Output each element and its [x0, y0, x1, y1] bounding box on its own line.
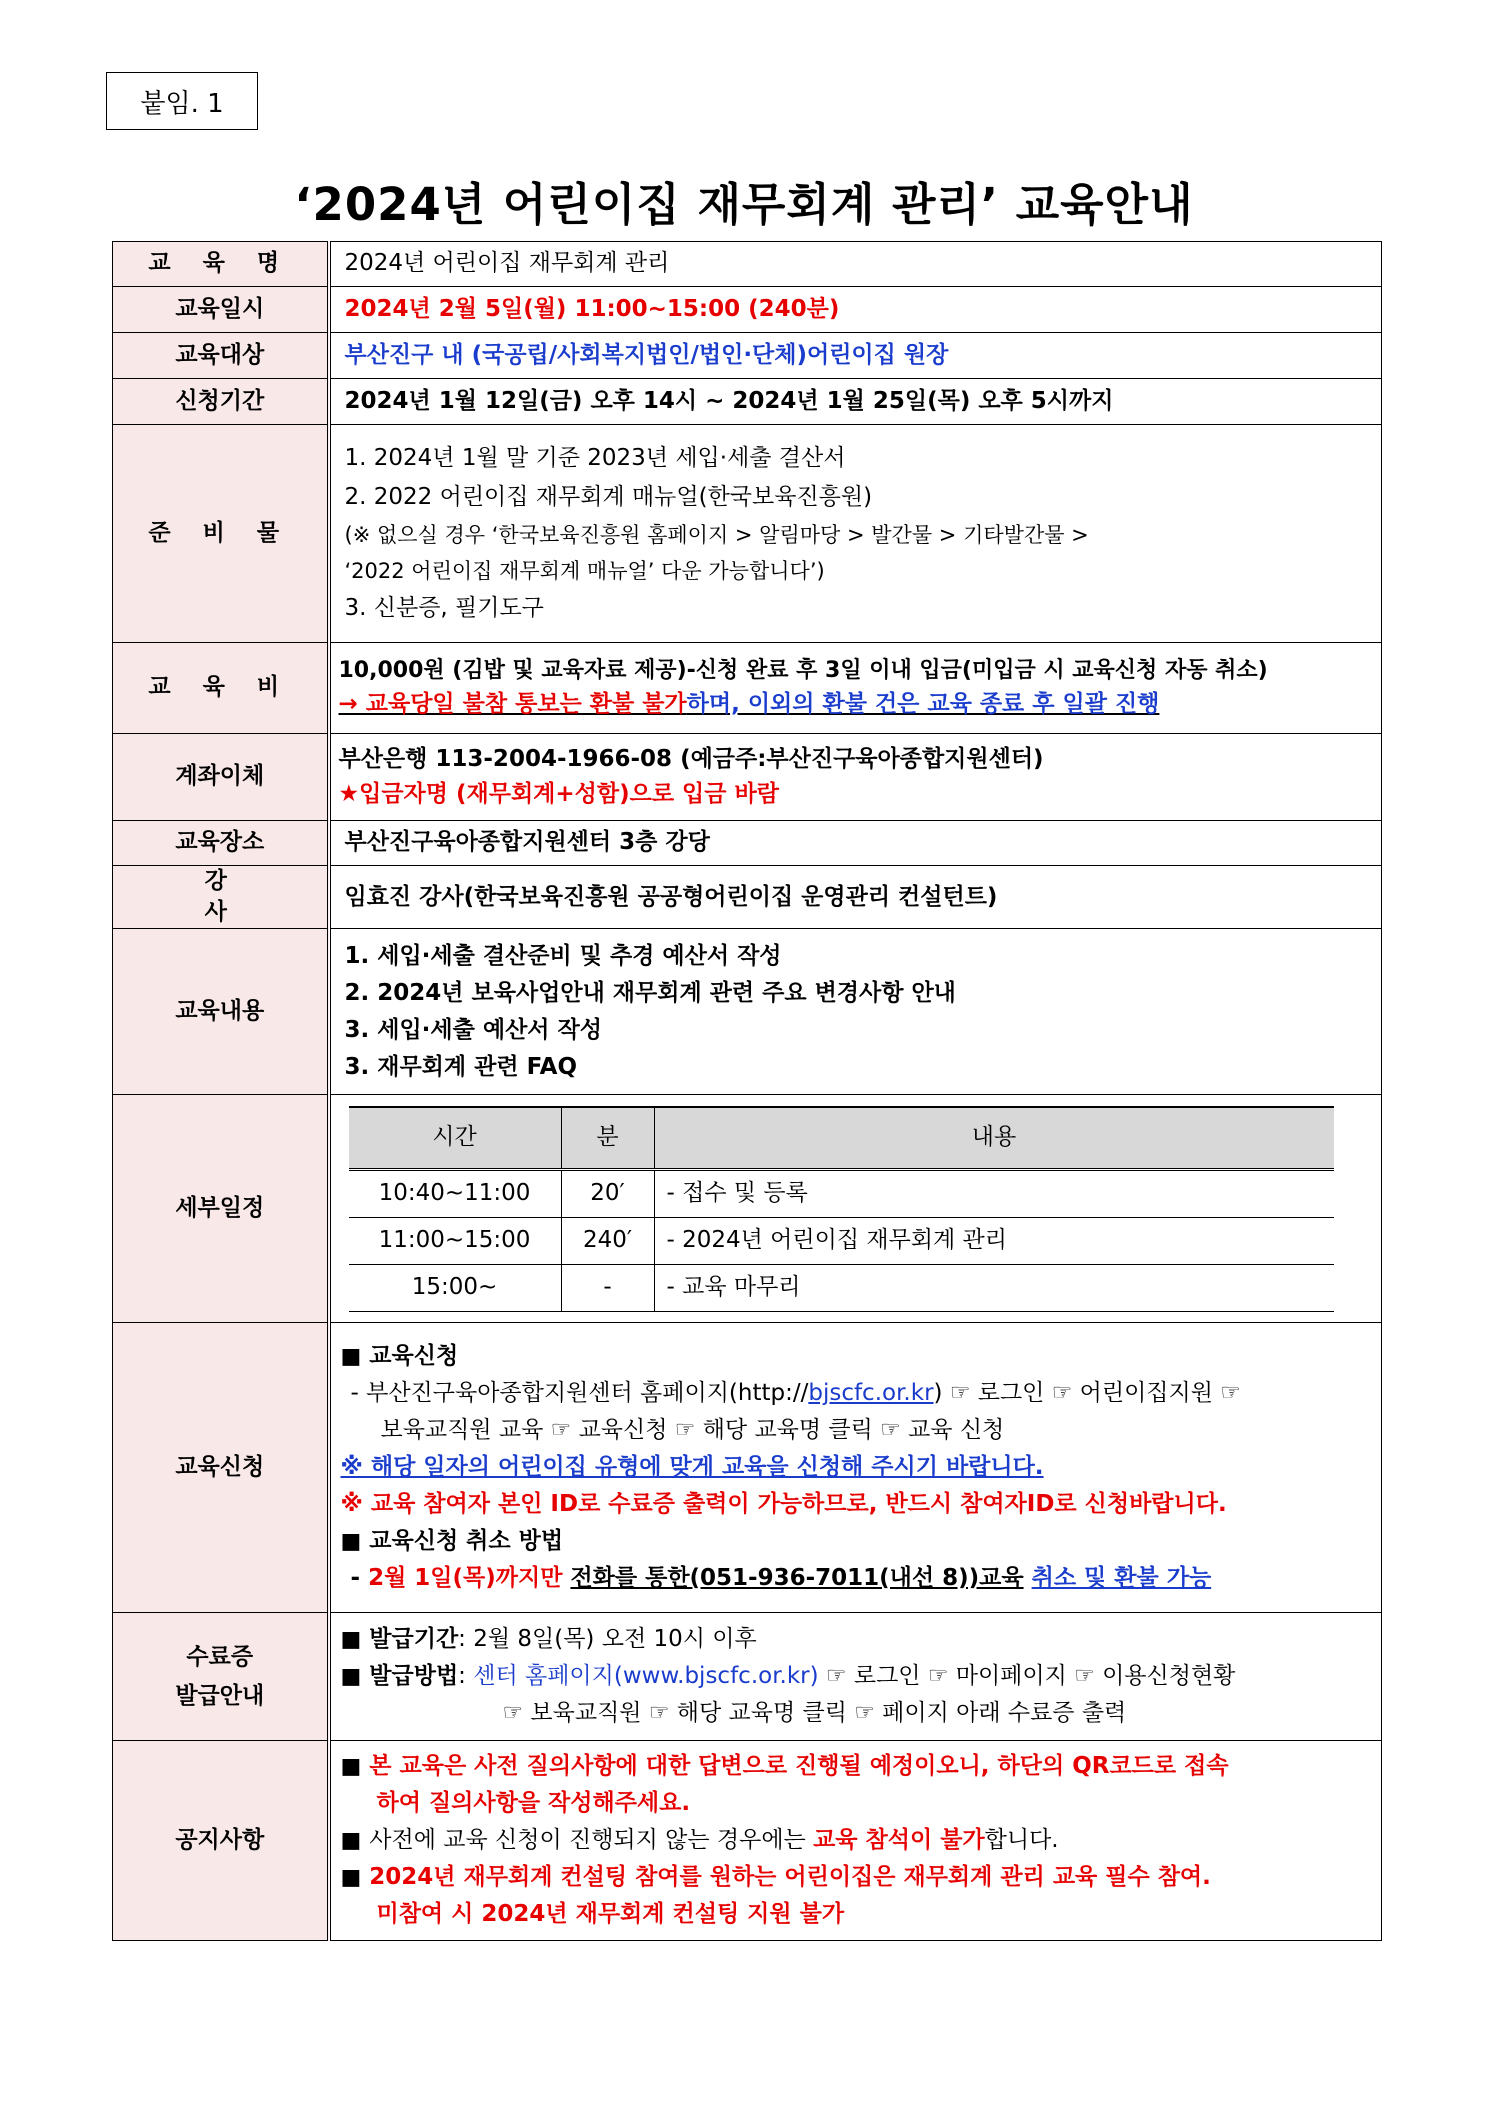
material-note: ‘2022 어린이집 재무회계 매뉴얼’ 다운 가능합니다’) — [344, 559, 825, 584]
apply-path-line2: 보육교직원 교육 ☞ 교육신청 ☞ 해당 교육명 클릭 ☞ 교육 신청 — [380, 1417, 1005, 1444]
apply-notice-id: ※ 교육 참여자 본인 ID로 수료증 출력이 가능하므로, 반드시 참여자ID로 신청바랍니다. — [340, 1491, 1227, 1518]
label-datetime: 교육일시 — [113, 287, 329, 333]
fee-refund-blue: 하며, 이외의 환불 건은 교육 종료 후 일괄 진행 — [686, 691, 1160, 718]
apply-heading: ■ 교육신청 — [340, 1342, 459, 1369]
bullet-square: ■ — [340, 1529, 362, 1555]
content-item: 3. 재무회계 관련 FAQ — [344, 1053, 577, 1080]
material-item: 3. 신분증, 필기도구 — [344, 595, 544, 622]
schedule-time: 10:40~11:00 — [349, 1169, 562, 1217]
schedule-header-minutes: 분 — [561, 1107, 654, 1170]
bullet-square: ■ — [340, 1828, 362, 1854]
row-datetime — [113, 287, 1382, 333]
value-fee — [329, 643, 1382, 734]
value-name: 2024년 어린이집 재무회계 관리 — [329, 242, 1382, 287]
label-place: 교육장소 — [113, 821, 329, 866]
label-fee: 교 육 비 — [113, 643, 329, 734]
row-certificate — [113, 1613, 1382, 1741]
row-period — [113, 379, 1382, 425]
schedule-content: - 접수 및 등록 — [654, 1169, 1334, 1217]
info-table — [112, 241, 1382, 1941]
bullet-square: ■ — [340, 1343, 362, 1369]
label-schedule: 세부일정 — [113, 1095, 329, 1323]
schedule-content: - 교육 마무리 — [654, 1264, 1334, 1311]
value-content — [329, 929, 1382, 1095]
content-item: 3. 세입·세출 예산서 작성 — [344, 1016, 602, 1043]
bullet-square: ■ — [340, 1753, 362, 1779]
material-item: 1. 2024년 1월 말 기준 2023년 세입·세출 결산서 — [344, 444, 846, 471]
value-certificate — [329, 1613, 1382, 1741]
value-target: 부산진구 내 (국공립/사회복지법인/법인·단체)어린이집 원장 — [329, 333, 1382, 379]
account-number: 부산은행 113-2004-1966-08 (예금주:부산진구육아종합지원센터) — [338, 745, 1044, 772]
label-content: 교육내용 — [113, 929, 329, 1095]
notice-registration: ■ 사전에 교육 신청이 진행되지 않는 경우에는 교육 참석이 불가합니다. — [340, 1827, 1059, 1854]
row-account — [113, 734, 1382, 821]
schedule-content: - 2024년 어린이집 재무회계 관리 — [654, 1217, 1334, 1264]
homepage-link[interactable]: bjscfc.or.kr — [808, 1379, 934, 1406]
schedule-row — [349, 1169, 1334, 1217]
certificate-period: ■ 발급기간: 2월 8일(목) 오전 10시 이후 — [340, 1626, 757, 1653]
label-materials: 준 비 물 — [113, 425, 329, 643]
label-certificate: 수료증 발급안내 — [113, 1613, 329, 1741]
value-apply — [329, 1323, 1382, 1613]
content-item: 2. 2024년 보육사업안내 재무회계 관련 주요 변경사항 안내 — [344, 979, 956, 1006]
value-notice — [329, 1741, 1382, 1941]
schedule-row — [349, 1217, 1334, 1264]
bullet-square: ■ — [340, 1664, 362, 1690]
account-depositor-note: ★입금자명 (재무회계+성함)으로 입금 바람 — [338, 781, 779, 807]
bullet-square: ■ — [340, 1627, 362, 1653]
material-note: (※ 없으실 경우 ‘한국보육진흥원 홈페이지 > 알림마당 > 발간물 > 기타발간물 > — [344, 522, 1089, 547]
value-schedule — [329, 1095, 1382, 1323]
label-notice: 공지사항 — [113, 1741, 329, 1941]
label-period: 신청기간 — [113, 379, 329, 425]
value-materials — [329, 425, 1382, 643]
attachment-label: 붙임. 1 — [106, 72, 258, 130]
cancel-method: - 2월 1일(목)까지만 전화를 통한(051-936-7011(내선 8))교육 취소 및 환불 가능 — [350, 1565, 1212, 1592]
row-schedule — [113, 1095, 1382, 1323]
fee-line: 10,000원 (김밥 및 교육자료 제공)-신청 완료 후 3일 이내 입금(미입금 시 교육신청 자동 취소) — [338, 657, 1268, 683]
row-content — [113, 929, 1382, 1095]
label-target: 교육대상 — [113, 333, 329, 379]
row-name — [113, 242, 1382, 287]
row-notice — [113, 1741, 1382, 1941]
label-apply: 교육신청 — [113, 1323, 329, 1613]
certificate-method: ■ 발급방법: 센터 홈페이지(www.bjscfc.or.kr) ☞ 로그인 ☞ 마이페이지 ☞ 이용신청현황 — [340, 1663, 1236, 1690]
notice-qr-cont: 하여 질의사항을 작성해주세요. — [376, 1790, 691, 1817]
fee-refund-line — [339, 687, 1368, 722]
value-account — [329, 734, 1382, 821]
schedule-header-time: 시간 — [349, 1107, 562, 1170]
schedule-minutes: 240′ — [561, 1217, 654, 1264]
row-place — [113, 821, 1382, 866]
schedule-time: 15:00~ — [349, 1264, 562, 1311]
label-lecturer: 강 사 — [113, 866, 329, 929]
label-account: 계좌이체 — [113, 734, 329, 821]
schedule-header-content: 내용 — [654, 1107, 1334, 1170]
schedule-table — [349, 1106, 1334, 1312]
fee-refund-red: → 교육당일 불참 통보는 환불 불가 — [338, 691, 687, 718]
row-fee — [113, 643, 1382, 734]
row-materials — [113, 425, 1382, 643]
notice-qr: ■ 본 교육은 사전 질의사항에 대한 답변으로 진행될 예정이오니, 하단의 QR코드로 접속 — [340, 1752, 1229, 1779]
page-title: ‘2024년 어린이집 재무회계 관리’ 교육안내 — [294, 178, 1194, 231]
notice-consulting: ■ 2024년 재무회계 컨설팅 참여를 원하는 어린이집은 재무회계 관리 교육 필수 참여. — [340, 1864, 1211, 1891]
schedule-minutes: 20′ — [561, 1169, 654, 1217]
value-lecturer: 임효진 강사(한국보육진흥원 공공형어린이집 운영관리 컨설턴트) — [329, 866, 1382, 929]
certificate-method-cont: ☞ 보육교직원 ☞ 해당 교육명 클릭 ☞ 페이지 아래 수료증 출력 — [502, 1700, 1127, 1727]
label-name: 교 육 명 — [113, 242, 329, 287]
schedule-header-row — [349, 1107, 1334, 1170]
value-datetime: 2024년 2월 5일(월) 11:00~15:00 (240분) — [329, 287, 1382, 333]
cancel-heading: ■ 교육신청 취소 방법 — [340, 1528, 564, 1555]
row-apply — [113, 1323, 1382, 1613]
content-item: 1. 세입·세출 결산준비 및 추경 예산서 작성 — [344, 942, 782, 969]
schedule-time: 11:00~15:00 — [349, 1217, 562, 1264]
value-place: 부산진구육아종합지원센터 3층 강당 — [329, 821, 1382, 866]
apply-notice-type: ※ 해당 일자의 어린이집 유형에 맞게 교육을 신청해 주시기 바랍니다. — [340, 1454, 1044, 1481]
notice-consulting-cont: 미참여 시 2024년 재무회계 컨설팅 지원 불가 — [376, 1901, 845, 1928]
material-item: 2. 2022 어린이집 재무회계 매뉴얼(한국보육진흥원) — [344, 483, 873, 510]
schedule-minutes: - — [561, 1264, 654, 1311]
bullet-square: ■ — [340, 1865, 362, 1891]
schedule-row — [349, 1264, 1334, 1311]
apply-path-line1: - 부산진구육아종합지원센터 홈페이지(http://bjscfc.or.kr) ☞ 로그인 ☞ 어린이집지원 ☞ — [350, 1379, 1241, 1406]
row-target — [113, 333, 1382, 379]
value-period: 2024년 1월 12일(금) 오후 14시 ~ 2024년 1월 25일(목) 오후 5시까지 — [329, 379, 1382, 425]
row-lecturer — [113, 866, 1382, 929]
